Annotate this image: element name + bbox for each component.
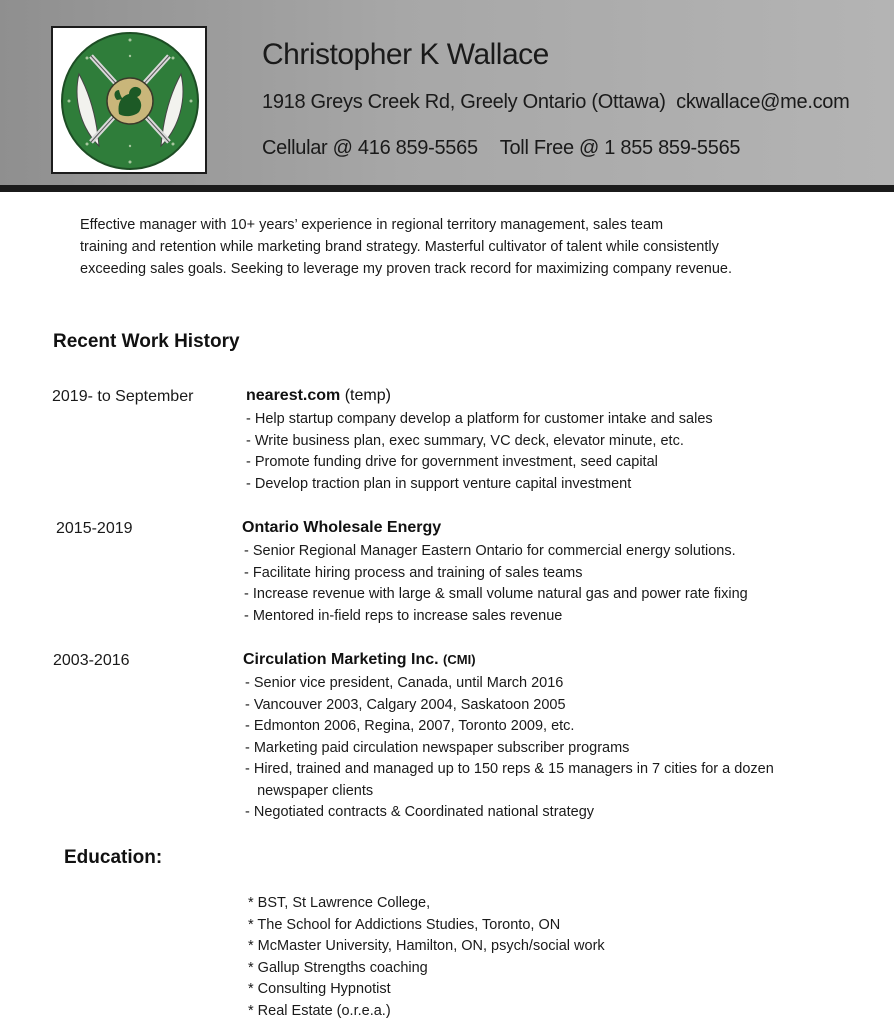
work-history-heading: Recent Work History <box>53 331 240 352</box>
job-date: 2015-2019 <box>56 520 133 537</box>
company-name: Circulation Marketing Inc. <box>243 651 439 668</box>
company-suffix: (CMI) <box>443 652 476 667</box>
cellular-number: Cellular @ 416 859-5565 <box>262 137 478 159</box>
summary-line: Effective manager with 10+ years’ experience in regional territory management, sales team <box>80 217 664 233</box>
job-bullet: - Facilitate hiring process and training of sales teams <box>244 564 583 581</box>
job-bullet: - Edmonton 2006, Regina, 2007, Toronto 2009, etc. <box>245 718 575 734</box>
crest-logo <box>51 26 207 174</box>
job-bullet: - Senior Regional Manager Eastern Ontario for commercial energy solutions. <box>244 543 736 559</box>
street-address: 1918 Greys Creek Rd, Greely Ontario (Ottawa) <box>262 91 666 113</box>
job-bullet: - Mentored in-field reps to increase sales revenue <box>244 607 563 624</box>
job-date: 2019- to September <box>52 388 194 405</box>
job-company <box>243 651 476 669</box>
summary-line: training and retention while marketing brand strategy. Masterful cultivator of talent while consistently <box>80 239 719 255</box>
job-bullet: - Develop traction plan in support venture capital investment <box>246 475 632 492</box>
job-bullets <box>246 409 713 495</box>
education-item: * BST, St Lawrence College, <box>248 895 431 911</box>
company-name: Ontario Wholesale Energy <box>242 519 442 536</box>
job-company <box>246 387 391 405</box>
education-item: * Gallup Strengths coaching <box>248 959 428 976</box>
job-bullet: - Vancouver 2003, Calgary 2004, Saskatoon 2005 <box>245 696 566 713</box>
summary-line: exceeding sales goals. Seeking to leverage my proven track record for maximizing company revenue. <box>80 261 733 277</box>
education-item: * Real Estate (o.r.e.a.) <box>248 1002 391 1019</box>
header-divider <box>0 185 894 192</box>
job-company <box>242 519 441 537</box>
education-item: * Consulting Hypnotist <box>248 981 391 997</box>
education-item: * McMaster University, Hamilton, ON, psych/social work <box>248 938 605 954</box>
contact-address-line <box>262 91 849 114</box>
company-suffix: (temp) <box>340 387 391 404</box>
job-bullets <box>245 673 774 824</box>
job-bullet: - Help startup company develop a platform for customer intake and sales <box>246 411 713 427</box>
job-bullet: newspaper clients <box>245 782 374 799</box>
job-bullet: - Negotiated contracts & Coordinated national strategy <box>245 804 595 820</box>
job-bullet: - Write business plan, exec summary, VC deck, elevator minute, etc. <box>246 432 684 449</box>
candidate-name: Christopher K Wallace <box>262 38 549 71</box>
education-heading: Education: <box>64 847 163 868</box>
job-date: 2003-2016 <box>53 652 130 669</box>
company-name: nearest.com <box>246 387 341 404</box>
education-item: * The School for Addictions Studies, Toronto, ON <box>248 916 561 933</box>
job-bullet: - Hired, trained and managed up to 150 reps & 15 managers in 7 cities for a dozen <box>245 761 774 777</box>
contact-phone-line <box>262 137 740 160</box>
crest-shield-icon <box>57 30 203 172</box>
email-address[interactable]: ckwallace@me.com <box>676 91 850 113</box>
job-bullet: - Senior vice president, Canada, until March 2016 <box>245 675 564 691</box>
toll-free-number: Toll Free @ 1 855 859-5565 <box>499 137 741 159</box>
job-bullet: - Increase revenue with large & small volume natural gas and power rate fixing <box>244 586 748 602</box>
job-bullet: - Marketing paid circulation newspaper subscriber programs <box>245 739 630 756</box>
education-list <box>248 893 605 1022</box>
job-bullets <box>244 541 748 627</box>
job-bullet: - Promote funding drive for government investment, seed capital <box>246 454 658 470</box>
professional-summary <box>80 214 840 280</box>
